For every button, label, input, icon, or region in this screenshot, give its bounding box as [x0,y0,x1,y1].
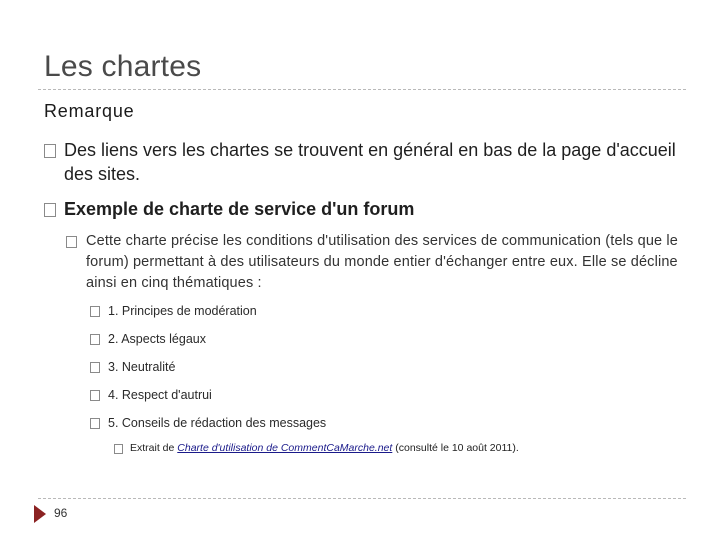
bullet-box-icon [44,144,56,158]
footer-divider [38,498,686,499]
bullet-box-icon [90,418,100,429]
theme-text: 2. Aspects légaux [108,332,206,346]
bullet-box-icon [114,444,123,454]
bullet-box-icon [66,236,77,248]
bullet-text: Des liens vers les chartes se trouvent en général en bas de la page d'accueil des sites. [64,140,676,184]
source-suffix: (consulté le 10 août 2011). [392,442,519,454]
source-link[interactable]: Charte d'utilisation de CommentCaMarche.net [177,442,393,454]
theme-text: 5. Conseils de rédaction des messages [108,416,327,430]
section-heading: Remarque [44,101,135,121]
bullet-box-icon [90,306,100,317]
theme-text: 4. Respect d'autrui [108,388,212,402]
arrow-right-icon [34,505,46,523]
source-prefix: Extrait de [130,442,178,454]
theme-text: 3. Neutralité [108,360,176,374]
bullet-text: Exemple de charte de service d'un forum [64,199,415,219]
page-number: 96 [54,506,68,520]
title-divider [38,89,686,90]
source-text [130,441,519,455]
bullet-box-icon [90,334,100,345]
theme-text: 1. Principes de modération [108,304,257,318]
bullet-box-icon [90,362,100,373]
slide-title: Les chartes [44,50,202,83]
bullet-box-icon [44,203,56,217]
sub-bullet-text: Cette charte précise les conditions d'utilisation des services de communication (tels que le forum) permettant à des utilisateurs du monde entier d'échanger entre eux. Elle se décline ainsi en cinq thématiques : [86,233,679,291]
bullet-box-icon [90,390,100,401]
